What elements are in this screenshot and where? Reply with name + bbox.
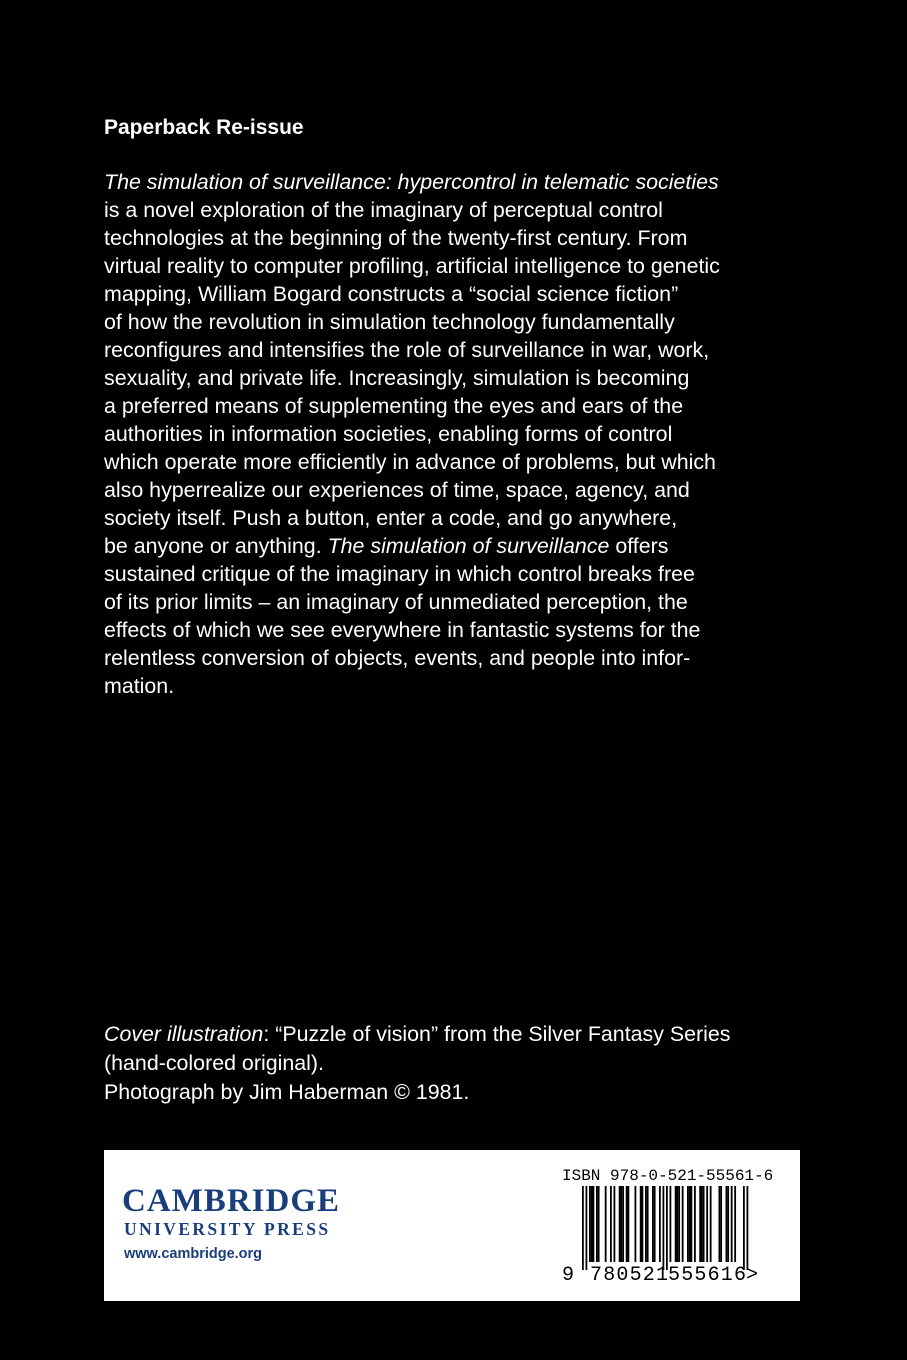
- barcode-bar: [593, 1186, 595, 1262]
- blurb-text-run: mapping, William Bogard constructs a “social science fiction”: [104, 282, 679, 306]
- barcode-bar: [645, 1186, 647, 1262]
- blurb-line: [104, 588, 824, 616]
- barcode-bar: [694, 1186, 696, 1262]
- barcode-bar: [670, 1186, 672, 1262]
- cover-credits: [104, 1020, 824, 1107]
- blurb-line: [104, 168, 824, 196]
- cover-heading: Paperback Re-issue: [104, 116, 304, 139]
- blurb-line: [104, 336, 824, 364]
- blurb-line: [104, 196, 824, 224]
- barcode-bar: [726, 1186, 728, 1262]
- barcode-bar: [605, 1186, 607, 1262]
- blurb-text-run: effects of which we see everywhere in fantastic systems for the: [104, 618, 701, 642]
- barcode-bar: [654, 1186, 656, 1262]
- blurb-text-run: The simulation of surveillance: hypercontrol in telematic societies: [104, 170, 719, 194]
- publisher-panel: [104, 1150, 800, 1301]
- barcode-right-digits: 555616: [668, 1264, 748, 1287]
- barcode-bar: [701, 1186, 703, 1262]
- credits-line: [104, 1049, 824, 1078]
- barcode-bar: [635, 1186, 637, 1262]
- blurb-line: [104, 616, 824, 644]
- barcode-bar: [710, 1186, 712, 1262]
- blurb-text-run: society itself. Push a button, enter a code, and go anywhere,: [104, 506, 678, 530]
- blurb-line: [104, 560, 824, 588]
- barcode-bar: [727, 1186, 729, 1262]
- barcode-bar: [626, 1186, 628, 1262]
- blurb-text-run: also hyperrealize our experiences of time, space, agency, and: [104, 478, 690, 502]
- blurb-text-run: reconfigures and intensifies the role of surveillance in war, work,: [104, 338, 710, 362]
- blurb-text-run: of its prior limits – an imaginary of unmediated perception, the: [104, 590, 688, 614]
- barcode-bar: [706, 1186, 708, 1262]
- barcode-bar: [596, 1186, 598, 1262]
- blurb-text-run: authorities in information societies, enabling forms of control: [104, 422, 673, 446]
- blurb-line: [104, 420, 824, 448]
- barcode-guard-bar: [743, 1186, 745, 1270]
- barcode-end-marker: >: [746, 1264, 759, 1287]
- blurb-line: [104, 476, 824, 504]
- barcode-bar: [677, 1186, 679, 1262]
- blurb-line: [104, 308, 824, 336]
- barcode-bar: [598, 1186, 600, 1262]
- isbn-barcode: [562, 1166, 792, 1296]
- barcode-bar: [659, 1186, 661, 1262]
- barcode-bar: [614, 1186, 616, 1262]
- credits-text-run: (hand-colored original).: [104, 1051, 324, 1075]
- barcode-bar: [691, 1186, 693, 1262]
- barcode-bars: [562, 1186, 762, 1270]
- blurb-text-run: a preferred means of supplementing the eyes and ears of the: [104, 394, 684, 418]
- publisher-name: CAMBRIDGE: [122, 1183, 341, 1219]
- barcode-bar: [703, 1186, 705, 1262]
- blurb-text-run: which operate more efficiently in advance of problems, but which: [104, 450, 716, 474]
- credits-text-run: : “Puzzle of vision” from the Silver Fantasy Series: [263, 1022, 731, 1046]
- barcode-bar: [621, 1186, 623, 1262]
- barcode-bar: [719, 1186, 721, 1262]
- barcode-guard-bar: [586, 1186, 588, 1270]
- barcode-bar: [619, 1186, 621, 1262]
- credits-line: [104, 1078, 824, 1107]
- blurb-line: [104, 364, 824, 392]
- barcode-guard-bar: [663, 1186, 665, 1270]
- barcode-bar: [642, 1186, 644, 1262]
- blurb-line: [104, 504, 824, 532]
- barcode-bar: [734, 1186, 736, 1262]
- blurb-text-run: sexuality, and private life. Increasingly, simulation is becoming: [104, 366, 690, 390]
- barcode-first-digit: 9: [562, 1264, 575, 1287]
- blurb-line: [104, 532, 824, 560]
- blurb-line: [104, 252, 824, 280]
- blurb-line: [104, 280, 824, 308]
- blurb-line: [104, 672, 824, 700]
- publisher-url: www.cambridge.org: [124, 1246, 263, 1262]
- barcode-bar: [640, 1186, 642, 1262]
- blurb-text-run: mation.: [104, 674, 175, 698]
- blurb-line: [104, 224, 824, 252]
- barcode-bar: [689, 1186, 691, 1262]
- barcode-bar: [675, 1186, 677, 1262]
- barcode-guard-bar: [582, 1186, 584, 1270]
- barcode-bar: [682, 1186, 684, 1262]
- barcode-bar: [647, 1186, 649, 1262]
- barcode-bar: [591, 1186, 593, 1262]
- barcode-bar: [731, 1186, 733, 1262]
- barcode-guard-bar: [666, 1186, 668, 1270]
- barcode-bar: [678, 1186, 680, 1262]
- isbn-label: ISBN 978-0-521-55561-6: [562, 1167, 774, 1185]
- blurb-text-run: technologies at the beginning of the twenty-first century. From: [104, 226, 688, 250]
- blurb-line: [104, 448, 824, 476]
- publisher-subtitle: UNIVERSITY PRESS: [124, 1219, 331, 1239]
- barcode-bar: [699, 1186, 701, 1262]
- barcode-bar: [622, 1186, 624, 1262]
- blurb-text-run: The simulation of surveillance: [327, 534, 610, 558]
- blurb-line: [104, 392, 824, 420]
- blurb-text-run: is a novel exploration of the imaginary of perceptual control: [104, 198, 663, 222]
- credits-line: [104, 1020, 824, 1049]
- barcode-bar: [687, 1186, 689, 1262]
- barcode-bar: [589, 1186, 591, 1262]
- credits-text-run: Cover illustration: [104, 1022, 264, 1046]
- barcode-bar: [628, 1186, 630, 1262]
- blurb-text-run: be anyone or anything.: [104, 534, 328, 558]
- blurb-text-run: of how the revolution in simulation technology fundamentally: [104, 310, 675, 334]
- publisher-logo: [122, 1184, 340, 1264]
- blurb-line: [104, 644, 824, 672]
- credits-text-run: Photograph by Jim Haberman © 1981.: [104, 1080, 470, 1104]
- barcode-bar: [720, 1186, 722, 1262]
- blurb-text-run: relentless conversion of objects, events, and people into infor-: [104, 646, 691, 670]
- blurb-text-run: sustained critique of the imaginary in which control breaks free: [104, 562, 695, 586]
- barcode-bar: [610, 1186, 612, 1262]
- blurb-text-run: offers: [609, 534, 669, 558]
- blurb-text-run: virtual reality to computer profiling, artificial intelligence to genetic: [104, 254, 720, 278]
- barcode-left-digits: 780521: [590, 1264, 670, 1287]
- book-description: [104, 168, 824, 700]
- barcode-guard-bar: [747, 1186, 749, 1270]
- barcode-bar: [652, 1186, 654, 1262]
